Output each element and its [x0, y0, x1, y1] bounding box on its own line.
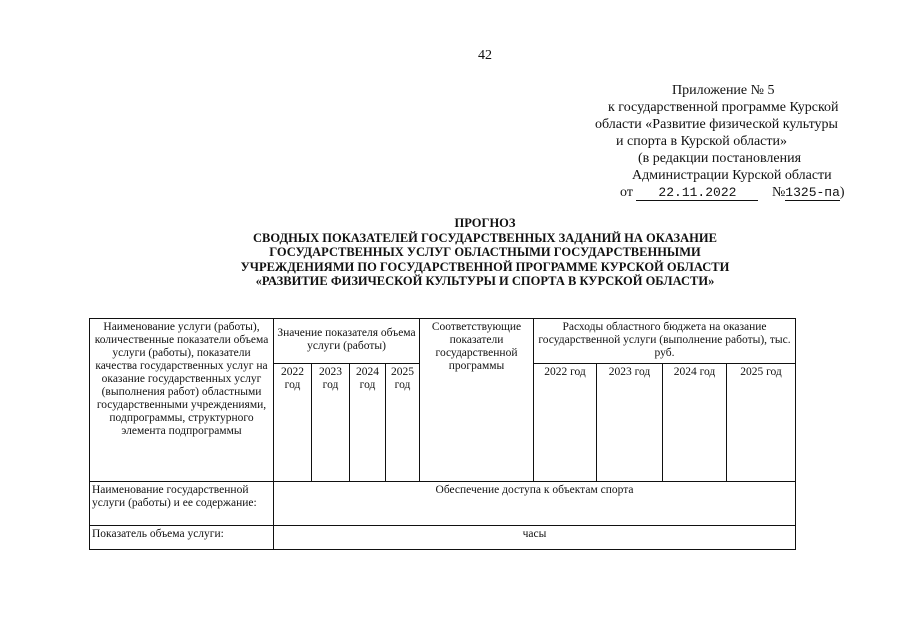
decree-date: 22.11.2022 — [636, 186, 758, 201]
header-program-indicators: Соответствующие показатели государственной программы — [420, 319, 534, 482]
decree-number: 1325-па — [785, 185, 840, 200]
appendix-line: области «Развитие физической культуры — [595, 117, 838, 132]
budget-year-2025: 2025 год — [727, 364, 796, 482]
value-year-2023: 2023 год — [312, 364, 350, 482]
header-indicator-value: Значение показателя объема услуги (работы) — [274, 319, 420, 364]
date-prefix: от — [620, 185, 633, 200]
document-title — [190, 216, 780, 289]
title-line: ПРОГНОЗ — [454, 216, 516, 230]
title-line: ГОСУДАРСТВЕННЫХ УСЛУГ ОБЛАСТНЫМИ ГОСУДАРСТВЕННЫМИ — [269, 245, 701, 259]
appendix-line: (в редакции постановления — [638, 151, 802, 166]
appendix-block — [560, 82, 900, 201]
title-line: СВОДНЫХ ПОКАЗАТЕЛЕЙ ГОСУДАРСТВЕННЫХ ЗАДАНИЙ НА ОКАЗАНИЕ — [253, 230, 717, 245]
title-line: УЧРЕЖДЕНИЯМИ ПО ГОСУДАРСТВЕННОЙ ПРОГРАММЕ КУРСКОЙ ОБЛАСТИ — [240, 259, 730, 274]
budget-year-2022: 2022 год — [534, 364, 597, 482]
number-suffix: ) — [839, 185, 845, 200]
appendix-line: Администрации Курской области — [632, 168, 832, 183]
budget-year-2023: 2023 год — [597, 364, 663, 482]
row-label-service: Наименование государственной услуги (работы) и ее содержание: — [90, 482, 274, 526]
forecast-table — [89, 318, 796, 550]
value-year-2022: 2022 год — [274, 364, 312, 482]
budget-year-2024: 2024 год — [663, 364, 727, 482]
row-value-volume: часы — [274, 526, 796, 550]
appendix-line: Приложение № 5 — [672, 83, 775, 98]
row-value-service: Обеспечение доступа к объектам спорта — [274, 482, 796, 526]
appendix-date-line — [560, 184, 900, 201]
header-budget-expenses: Расходы областного бюджета на оказание государственной услуги (выполнение работы), тыс. руб. — [534, 319, 796, 364]
value-year-2024: 2024 год — [350, 364, 386, 482]
page-number: 42 — [478, 48, 492, 63]
value-year-2025: 2025 год — [386, 364, 420, 482]
number-prefix: № — [771, 185, 786, 200]
title-line: «РАЗВИТИЕ ФИЗИЧЕСКОЙ КУЛЬТУРЫ И СПОРТА В КУРСКОЙ ОБЛАСТИ» — [255, 274, 715, 288]
row-label-volume: Показатель объема услуги: — [90, 526, 274, 550]
appendix-line: к государственной программе Курской — [608, 100, 839, 115]
header-service-name: Наименование услуги (работы), количественные показатели объема услуги (работы), показатели качества государственных услуг на оказание государственных услуг (выполнения работ) областными государственными учреждениями, подпрограммы, структурного элемента подпрограммы — [90, 319, 274, 482]
appendix-line: и спорта в Курской области» — [616, 134, 788, 149]
